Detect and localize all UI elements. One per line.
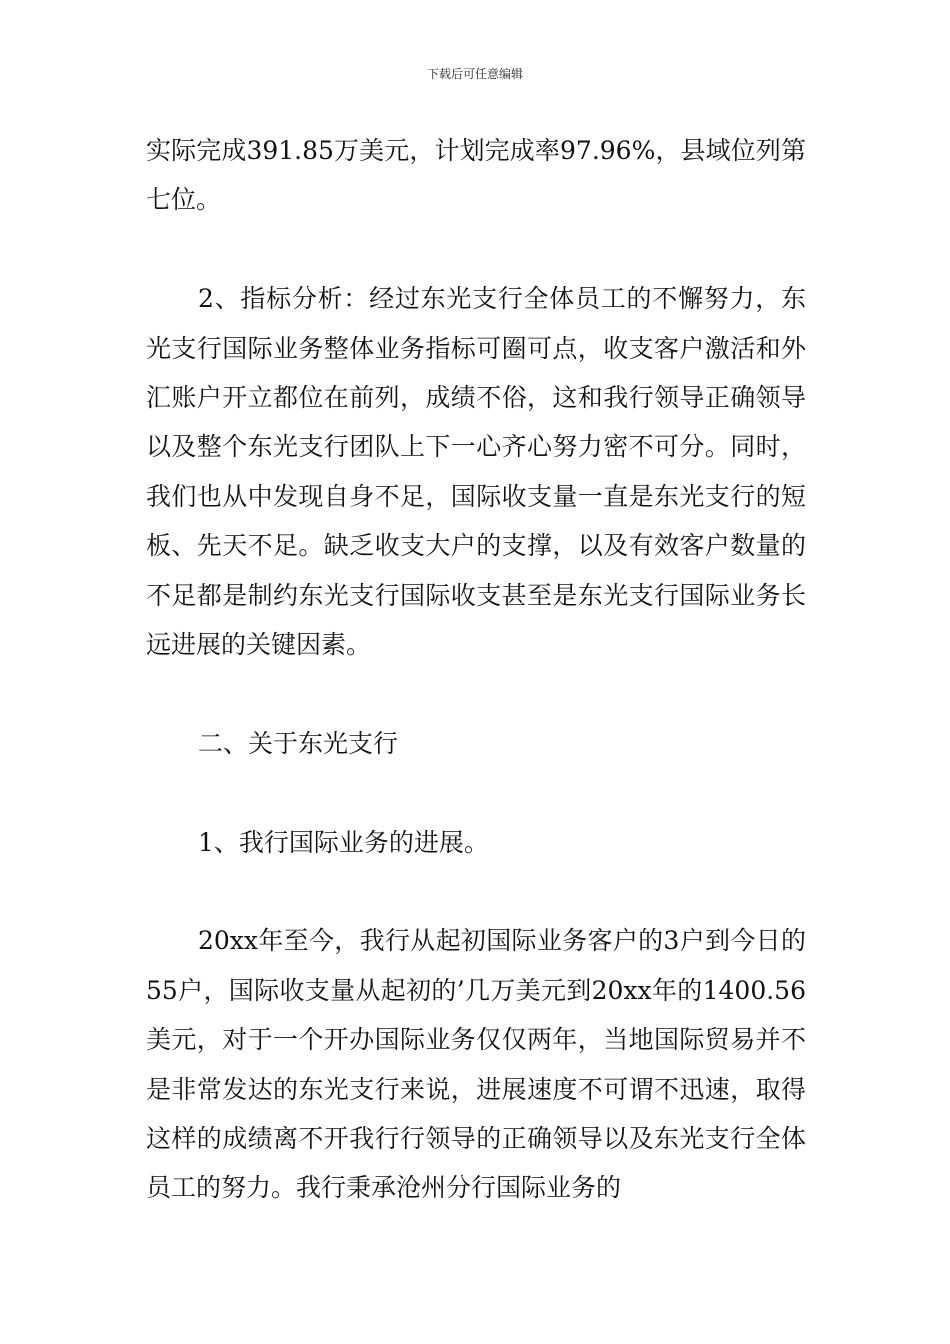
paragraph-indicator-analysis: 2、指标分析：经过东光支行全体员工的不懈努力，东光支行国际业务整体业务指标可圈可点，收支客户激活和外汇账户开立都位在前列，成绩不俗，这和我行领导正确领导以及整个东光支行团队上下一心齐心努力密不可分。同时，我们也从中发现自身不足，国际收支量一直是东光支行的短板、先天不足。缺乏收支大户的支撑，以及有效客户数量的不足都是制约东光支行国际收支甚至是东光支行国际业务长远进展的关键因素。 [146,284,806,660]
section-heading: 二、关于东光支行 [198,728,399,758]
paragraph-gap [146,768,806,817]
page-header: 下载后可任意编辑 [426,67,523,81]
paragraph-completion-rate: 实际完成391.85万美元，计划完成率97.96%，县域位列第七位。 [146,136,806,215]
subsection-heading: 1、我行国际业务的进展。 [198,827,489,857]
paragraph-gap [146,225,806,274]
paragraph-gap [146,867,806,916]
paragraph-business-progress: 20xx年至今，我行从起初国际业务客户的3户到今日的55户，国际收支量从起初的’几万美元到20xx年的1400.56美元，对于一个开办国际业务仅仅两年，当地国际贸易并不是非常发达的东光支行来说，进展速度不可谓不迅速，取得这样的成绩离不开我行行领导的正确领导以及东光支行全体员工的努力。我行秉承沧州分行国际业务的 [146,926,806,1203]
document-body [146,126,806,1213]
paragraph-gap [146,669,806,718]
